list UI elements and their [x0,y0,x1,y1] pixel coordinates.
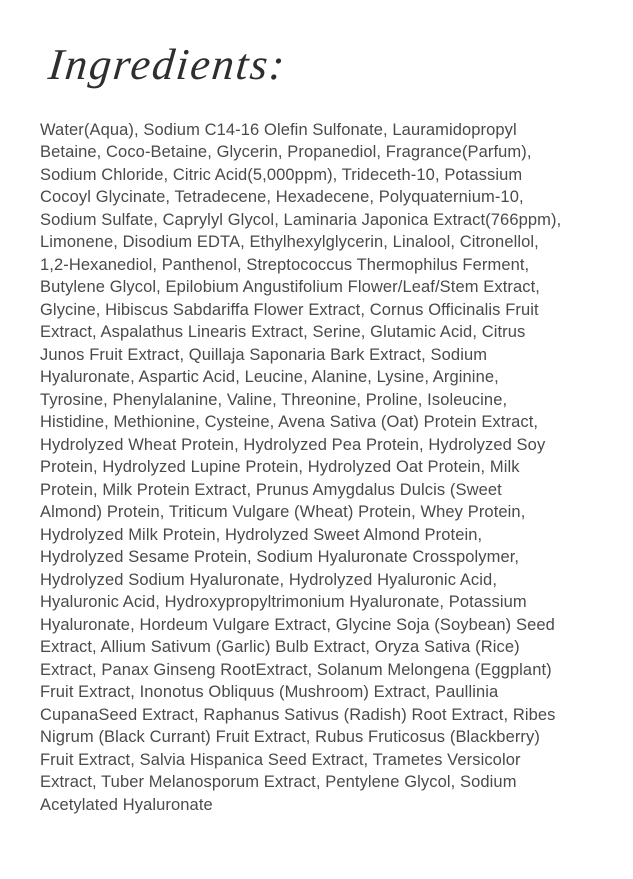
ingredients-line: Hyaluronic Acid, Hydroxypropyltrimonium Hyaluronate, Potassium [40,593,527,612]
ingredients-line: Fruit Extract, Salvia Hispanica Seed Extract, Trametes Versicolor [40,750,521,769]
ingredients-line: Butylene Glycol, Epilobium Angustifolium Flower/Leaf/Stem Extract, [40,278,540,297]
ingredients-line: Histidine, Methionine, Cysteine, Avena Sativa (Oat) Protein Extract, [40,413,539,432]
ingredients-line: Sodium Sulfate, Caprylyl Glycol, Laminaria Japonica Extract(766ppm), [40,210,562,229]
ingredients-line: Betaine, Coco-Betaine, Glycerin, Propanediol, Fragrance(Parfum), [40,143,532,162]
ingredients-line: Tyrosine, Phenylalanine, Valine, Threonine, Proline, Isoleucine, [40,390,508,409]
ingredients-line: Limonene, Disodium EDTA, Ethylhexylglycerin, Linalool, Citronellol, [40,233,539,252]
ingredients-line: Extract, Tuber Melanosporum Extract, Pentylene Glycol, Sodium [40,773,517,792]
ingredients-line: Glycine, Hibiscus Sabdariffa Flower Extract, Cornus Officinalis Fruit [40,300,539,319]
ingredients-line: Water(Aqua), Sodium C14-16 Olefin Sulfonate, Lauramidopropyl [40,120,517,139]
ingredients-line: CupanaSeed Extract, Raphanus Sativus (Radish) Root Extract, Ribes [40,705,556,724]
ingredients-line: Hydrolyzed Sesame Protein, Sodium Hyaluronate Crosspolymer, [40,548,520,567]
ingredients-line: Hydrolyzed Milk Protein, Hydrolyzed Sweet Almond Protein, [40,525,483,544]
ingredients-line: Nigrum (Black Currant) Fruit Extract, Rubus Fruticosus (Blackberry) [40,728,540,747]
ingredients-line: Hydrolyzed Sodium Hyaluronate, Hydrolyzed Hyaluronic Acid, [40,570,498,589]
ingredients-line: Junos Fruit Extract, Quillaja Saponaria Bark Extract, Sodium [40,345,488,364]
ingredients-line: Protein, Milk Protein Extract, Prunus Amygdalus Dulcis (Sweet [40,480,502,499]
ingredients-line: Extract, Panax Ginseng RootExtract, Solanum Melongena (Eggplant) [40,660,552,679]
ingredients-list [40,119,607,817]
ingredients-line: Extract, Allium Sativum (Garlic) Bulb Extract, Oryza Sativa (Rice) [40,638,520,657]
ingredients-line: Cocoyl Glycinate, Tetradecene, Hexadecene, Polyquaternium-10, [40,188,524,207]
ingredients-line: Extract, Aspalathus Linearis Extract, Serine, Glutamic Acid, Citrus [40,323,526,342]
ingredients-line: Hydrolyzed Wheat Protein, Hydrolyzed Pea Protein, Hydrolyzed Soy [40,435,546,454]
ingredients-line: 1,2-Hexanediol, Panthenol, Streptococcus Thermophilus Ferment, [40,255,530,274]
ingredients-line: Hyaluronate, Hordeum Vulgare Extract, Glycine Soja (Soybean) Seed [40,615,555,634]
ingredients-line: Hyaluronate, Aspartic Acid, Leucine, Alanine, Lysine, Arginine, [40,368,499,387]
ingredients-title: Ingredients: [46,40,289,89]
ingredients-line: Almond) Protein, Triticum Vulgare (Wheat) Protein, Whey Protein, [40,503,526,522]
ingredients-line: Sodium Chloride, Citric Acid(5,000ppm), Trideceth-10, Potassium [40,165,523,184]
ingredients-line: Fruit Extract, Inonotus Obliquus (Mushroom) Extract, Paullinia [40,683,499,702]
ingredients-line: Protein, Hydrolyzed Lupine Protein, Hydrolyzed Oat Protein, Milk [40,458,520,477]
ingredients-line: Acetylated Hyaluronate [40,795,213,814]
